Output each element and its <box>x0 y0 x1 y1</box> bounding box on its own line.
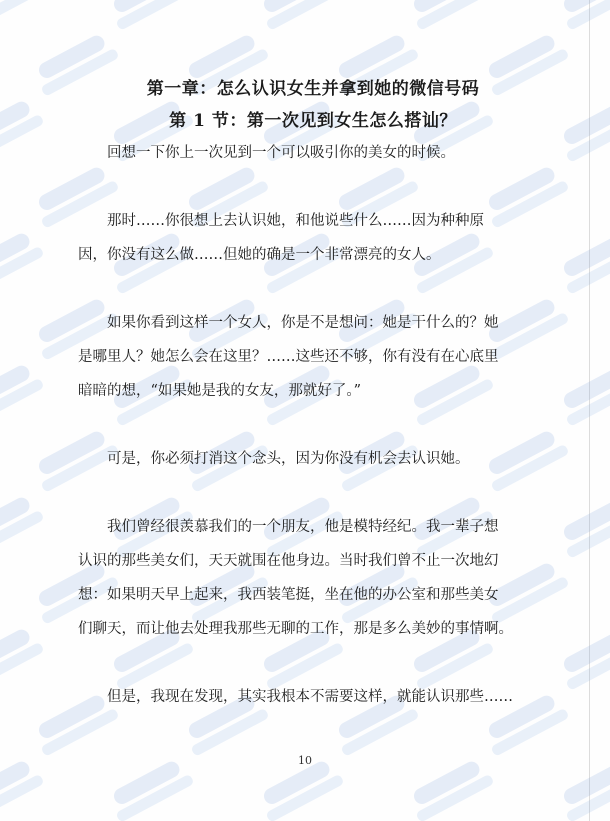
watermark-mark <box>556 225 610 303</box>
watermark-mark <box>0 357 54 435</box>
paragraph-list <box>78 136 548 714</box>
paragraph: 那时……你很想上去认识她，和他说些什么……因为种种原 因，你没有这么做……但她的确是一个非常漂亮的女人。 <box>78 213 484 263</box>
paragraph: 我们曾经很羡慕我们的一个朋友，他是模特经纪。我一辈子想 认识的那些美女们，天天就围在他身边。当时我们曾不止一次地幻 想：如果明天早上起来，我西装笔挺，坐在他的办公室和那些美女 们聊天，而让他去处理我那些无聊的工作，那是多么美妙的事情啊。 <box>78 519 513 637</box>
watermark-mark <box>0 93 54 171</box>
watermark-mark <box>556 93 610 171</box>
watermark-mark <box>0 225 54 303</box>
watermark-mark <box>0 0 54 39</box>
chapter-title: 第一章：怎么认识女生并拿到她的微信号码 <box>146 79 480 99</box>
watermark-mark <box>106 0 204 39</box>
watermark-mark <box>406 0 504 39</box>
paragraph: 可是，你必须打消这个念头，因为你没有机会去认识她。 <box>107 451 470 467</box>
watermark-mark <box>556 357 610 435</box>
document-body <box>78 76 548 714</box>
page-edge-line <box>589 0 590 821</box>
page-number: 10 <box>298 754 312 767</box>
paragraph: 但是，我现在发现，其实我根本不需要这样，就能认识那些…… <box>107 689 513 705</box>
section-title: 第 1 节：第一次见到女生怎么搭讪？ <box>169 111 457 131</box>
paragraph: 回想一下你上一次见到一个可以吸引你的美女的时候。 <box>107 145 455 161</box>
watermark-mark <box>556 489 610 567</box>
watermark-mark <box>256 0 354 39</box>
watermark-mark <box>556 621 610 699</box>
watermark-mark <box>0 489 54 567</box>
watermark-mark <box>0 621 54 699</box>
watermark-mark <box>556 0 610 39</box>
paragraph: 如果你看到这样一个女人，你是不是想问：她是干什么的？她 是哪里人？她怎么会在这里？……这些还不够，你有没有在心底里 暗暗的想，“如果她是我的女友，那就好了。” <box>78 315 499 399</box>
